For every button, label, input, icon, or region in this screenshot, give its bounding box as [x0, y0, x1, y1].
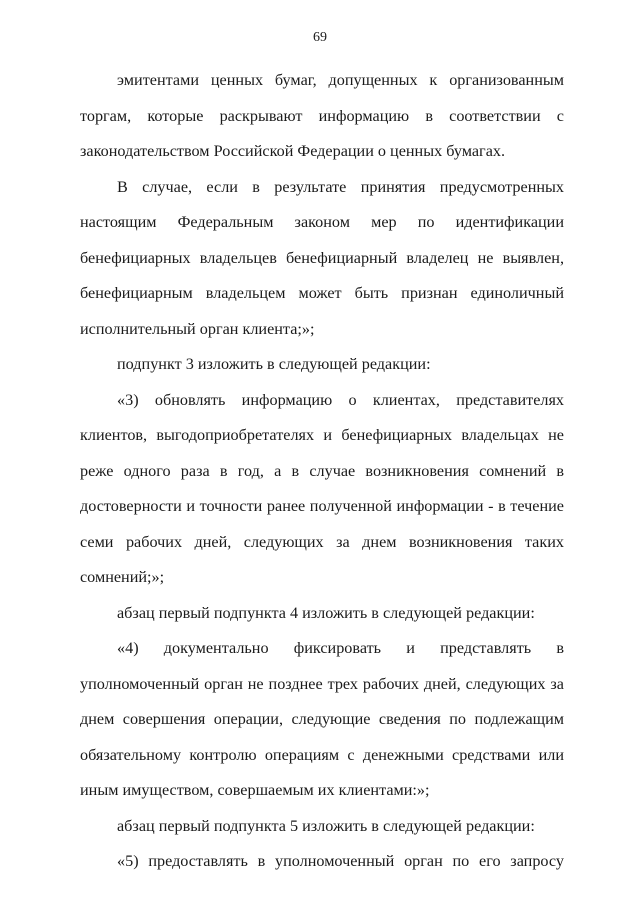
page-number: 69: [313, 30, 327, 45]
paragraph-1: эмитентами ценных бумаг, допущенных к организованным торгам, которые раскрывают информацию в соответствии с законодательством Российской Федерации о ценных бумагах.: [80, 71, 564, 160]
paragraph-3: подпункт 3 изложить в следующей редакции:: [117, 355, 431, 373]
paragraph-6: «4) документально фиксировать и представлять в уполномоченный орган не позднее трех рабочих дней, следующих за днем совершения операции, следующие сведения по подлежащим обязательному контролю операциям с денежными средствами или иным имуществом, совершаемым их клиентами:»;: [80, 639, 564, 799]
paragraph-4: «3) обновлять информацию о клиентах, представителях клиентов, выгодоприобретателях и бенефициарных владельцах не реже одного раза в год, а в случае возникновения сомнений в достоверности и точности ранее полученной информации - в течение семи рабочих дней, следующих за днем возникновения таких сомнений;»;: [80, 390, 564, 586]
paragraph-2: В случае, если в результате принятия предусмотренных настоящим Федеральным законом мер по идентификации бенефициарных владельцев бенефициарный владелец не выявлен, бенефициарным владельцем может быть признан единоличный исполнительный орган клиента;»;: [80, 177, 564, 338]
paragraph-7: абзац первый подпункта 5 изложить в следующей редакции:: [117, 816, 535, 835]
paragraph-5: абзац первый подпункта 4 изложить в следующей редакции:: [117, 603, 535, 622]
paragraph-8: «5) предоставлять в уполномоченный орган по его запросу: [117, 852, 564, 870]
document-body: [80, 63, 564, 880]
